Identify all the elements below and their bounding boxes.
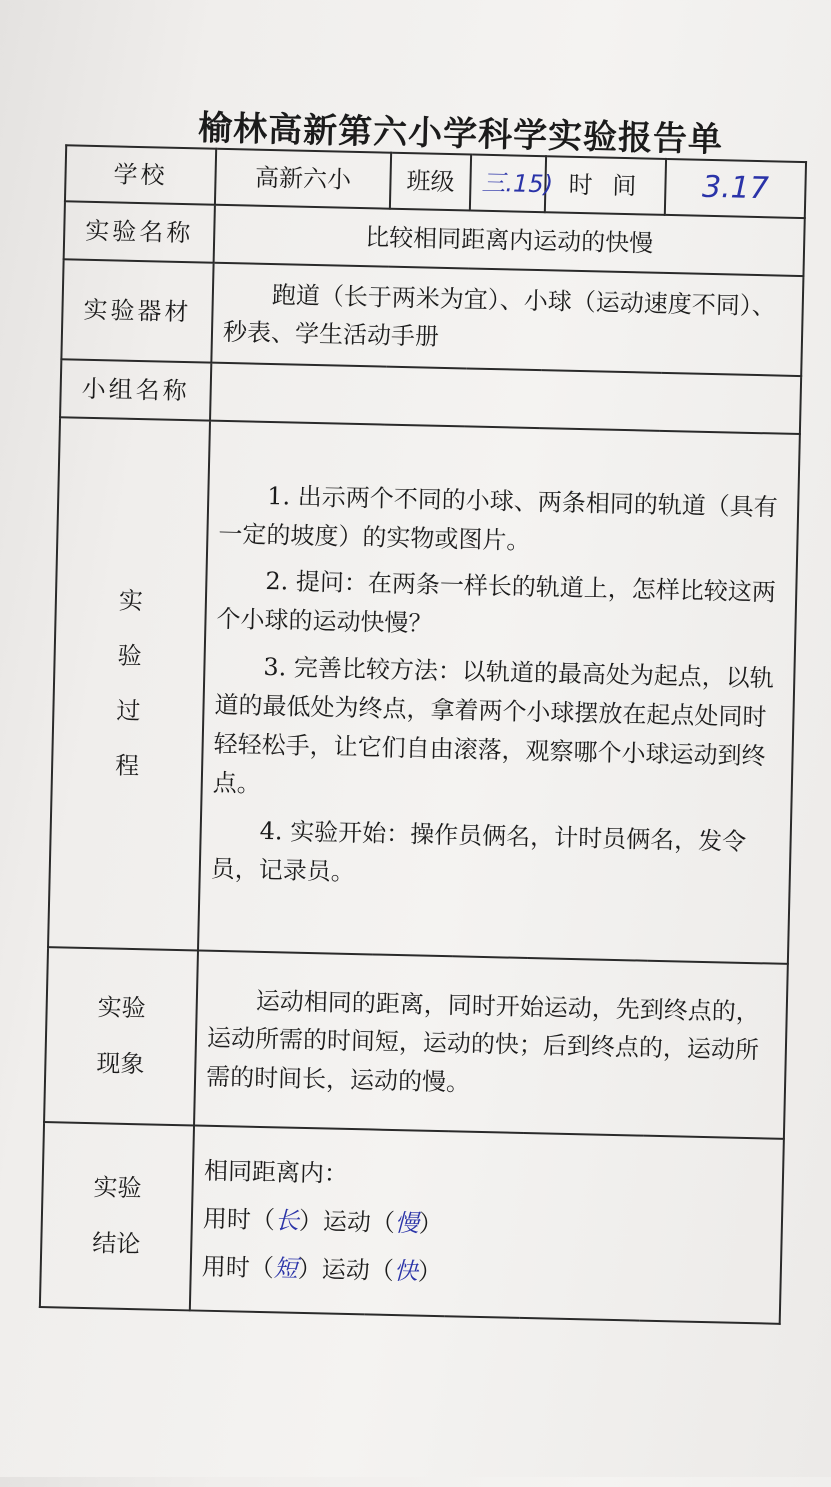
materials-row <box>61 259 803 376</box>
experiment-name-label: 实验名称 <box>64 201 215 262</box>
conclusion-text: 用时（ <box>202 1204 276 1234</box>
conclusion-label-line: 结论 <box>92 1228 141 1258</box>
conclusion-time-answer: 长 <box>274 1205 300 1235</box>
process-label <box>48 417 210 950</box>
conclusion-label <box>40 1122 194 1310</box>
materials-label: 实验器材 <box>61 259 213 362</box>
class-label: 班级 <box>390 153 471 211</box>
phenomenon-text: 运动相同的距离，同时开始运动，先到终点的，运动所需的时间短，运动的快；后到终点的，运动所需的时间长，运动的慢。 <box>194 951 788 1139</box>
conclusion-row <box>40 1122 784 1324</box>
process-label-char: 程 <box>114 751 140 781</box>
process-step: 2. 提问：在两条一样长的轨道上，怎样比较这两个小球的运动快慢？ <box>216 567 777 638</box>
conclusion-text: ） <box>418 1209 444 1238</box>
process-step: 1. 出示两个不同的小球、两条相同的轨道（具有一定的坡度）的实物或图片。 <box>218 481 779 555</box>
group-name-label: 小组名称 <box>60 359 211 420</box>
time-value: 3.17 <box>665 159 806 218</box>
conclusion-body <box>190 1125 784 1323</box>
experiment-name-value: 比较相同距离内运动的快慢 <box>214 205 805 276</box>
conclusion-time-answer: 短 <box>273 1253 299 1283</box>
conclusion-text: ）运动（ <box>297 1254 395 1285</box>
phenomenon-label-line: 现象 <box>96 1048 145 1078</box>
phenomenon-label <box>44 947 198 1125</box>
report-table <box>39 144 807 1325</box>
class-value: 三.15) <box>470 154 546 212</box>
conclusion-text: 用时（ <box>201 1252 275 1282</box>
process-steps <box>198 421 800 964</box>
process-step: 4. 实验开始：操作员俩名，计时员俩名，发令员，记录员。 <box>210 816 747 886</box>
phenomenon-label-line: 实验 <box>97 993 146 1023</box>
process-row <box>48 417 800 964</box>
time-label: 时 间 <box>545 156 666 215</box>
school-label: 学校 <box>65 145 216 204</box>
conclusion-speed-answer: 快 <box>393 1256 419 1286</box>
conclusion-speed-answer: 慢 <box>394 1208 420 1238</box>
conclusion-intro: 相同距离内： <box>203 1156 349 1188</box>
conclusion-label-line: 实验 <box>93 1173 142 1203</box>
page-title: 榆林高新第六小学科学实验报告单 <box>197 108 724 161</box>
process-label-char: 验 <box>117 641 142 670</box>
phenomenon-row <box>44 947 788 1139</box>
process-label-char: 实 <box>118 586 144 615</box>
conclusion-text: ） <box>417 1257 443 1286</box>
materials-value: 跑道（长于两米为宜）、小球（运动速度不同）、秒表、学生活动手册 <box>211 263 803 376</box>
school-value: 高新六小 <box>215 149 391 209</box>
process-label-char: 过 <box>116 696 141 726</box>
conclusion-text: ）运动（ <box>298 1206 396 1237</box>
process-step: 3. 完善比较方法：以轨道的最高处为起点，以轨道的最低处为终点，拿着两个小球摆放在起点处同时轻轻松手，让它们自由滚落，观察哪个小球运动到终点。 <box>212 653 775 798</box>
